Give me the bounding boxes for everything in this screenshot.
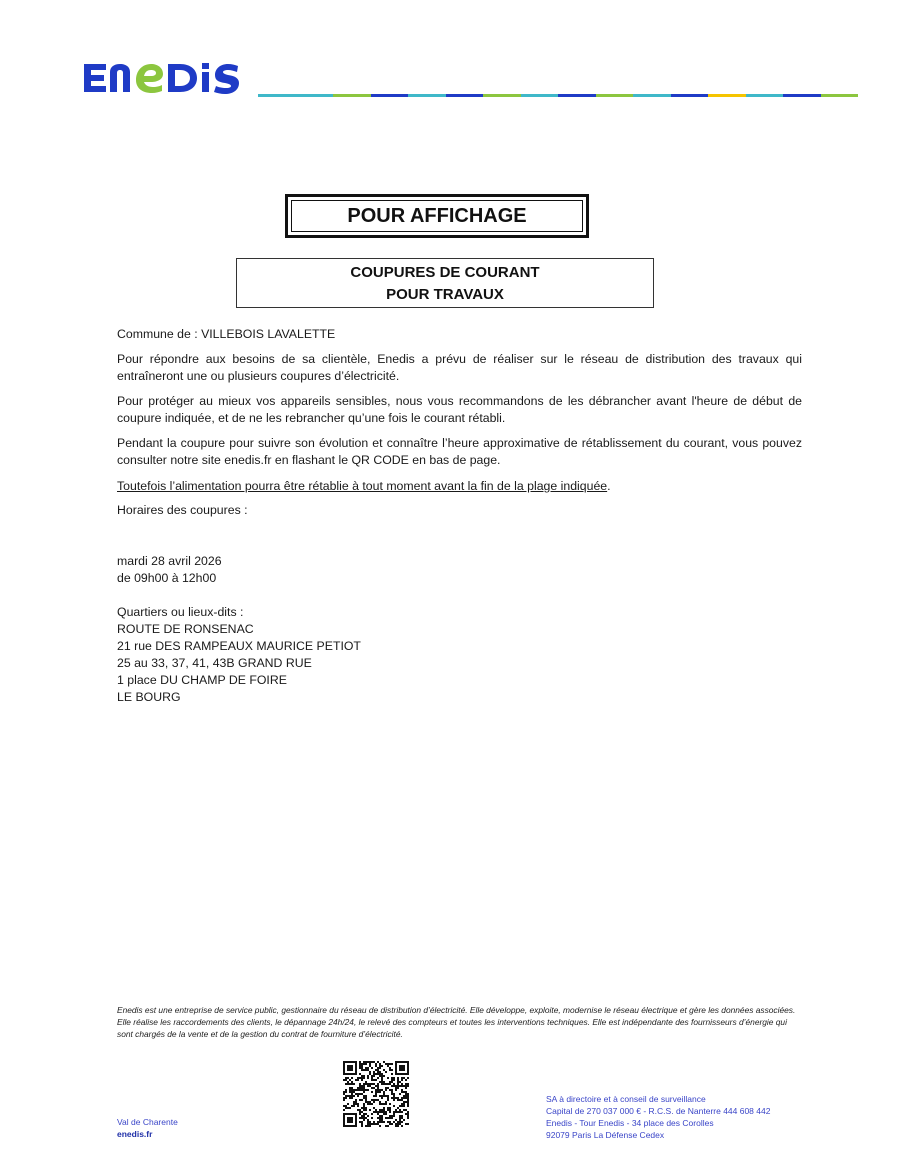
footer-region: Val de Charente	[117, 1117, 178, 1127]
enedis-logo	[80, 52, 256, 102]
company-line: SA à directoire et à conseil de surveillance	[546, 1094, 706, 1104]
qr-code-icon[interactable]	[343, 1061, 409, 1127]
paragraph-recommendation: Pour protéger au mieux vos appareils sensibles, nous vous recommandons de les débrancher avant l'heure de début de coupure indiquée, et de ne les rebrancher qu’une fois le courant rétabli.	[117, 394, 802, 425]
qr-code-graphic	[343, 1061, 409, 1127]
footer-left	[117, 1116, 178, 1140]
commune-line: Commune de : VILLEBOIS LAVALETTE	[117, 327, 336, 341]
company-line: Enedis - Tour Enedis - 34 place des Corolles	[546, 1118, 714, 1128]
footer-website-link[interactable]: enedis.fr	[117, 1129, 153, 1139]
page-title: POUR AFFICHAGE	[291, 200, 583, 232]
schedule-block	[117, 553, 222, 587]
warning-suffix: .	[607, 479, 611, 493]
location-item: LE BOURG	[117, 690, 181, 704]
location-item: 1 place DU CHAMP DE FOIRE	[117, 673, 287, 687]
subtitle-line-1: COUPURES DE COURANT	[350, 264, 540, 281]
locations-heading: Quartiers ou lieux-dits :	[117, 605, 244, 619]
title-frame	[285, 194, 589, 238]
schedule-heading: Horaires des coupures :	[117, 503, 248, 517]
warning-line	[117, 478, 802, 495]
header-divider	[258, 94, 858, 97]
paragraph-qr-info: Pendant la coupure pour suivre son évolution et connaître l’heure approximative de rétablissement du courant, vous pouvez consulter notre site enedis.fr en flashant le QR CODE en bas de page.	[117, 436, 802, 467]
legal-notice: Enedis est une entreprise de service public, gestionnaire du réseau de distribution d’électricité. Elle développe, exploite, modernise le réseau électrique et gère les données associées. Elle réalise les raccordements des clients, le dépannage 24h/24, le relevé des compteurs et toutes les interventions techniques. Elle est indépendante des fournisseurs d’énergie qui sont chargés de la vente et de la gestion du contrat de fourniture d’électricité.	[117, 1005, 796, 1039]
locations-block	[117, 604, 361, 706]
company-line: Capital de 270 037 000 € - R.C.S. de Nanterre 444 608 442	[546, 1106, 771, 1116]
enedis-logo-graphic	[80, 52, 256, 102]
location-item: ROUTE DE RONSENAC	[117, 622, 254, 636]
footer-company-info	[546, 1093, 770, 1141]
location-item: 21 rue DES RAMPEAUX MAURICE PETIOT	[117, 639, 361, 653]
subtitle-line-2: POUR TRAVAUX	[386, 286, 504, 303]
paragraph-intro: Pour répondre aux besoins de sa clientèle, Enedis a prévu de réaliser sur le réseau de distribution des travaux qui entraîneront une ou plusieurs coupures d’électricité.	[117, 352, 802, 383]
schedule-date: mardi 28 avril 2026	[117, 554, 222, 568]
location-item: 25 au 33, 37, 41, 43B GRAND RUE	[117, 656, 312, 670]
schedule-time: de 09h00 à 12h00	[117, 571, 217, 585]
warning-underlined-text: Toutefois l’alimentation pourra être rétablie à tout moment avant la fin de la plage indiquée	[117, 479, 608, 493]
subtitle-box	[236, 258, 654, 308]
company-line: 92079 Paris La Défense Cedex	[546, 1130, 665, 1140]
